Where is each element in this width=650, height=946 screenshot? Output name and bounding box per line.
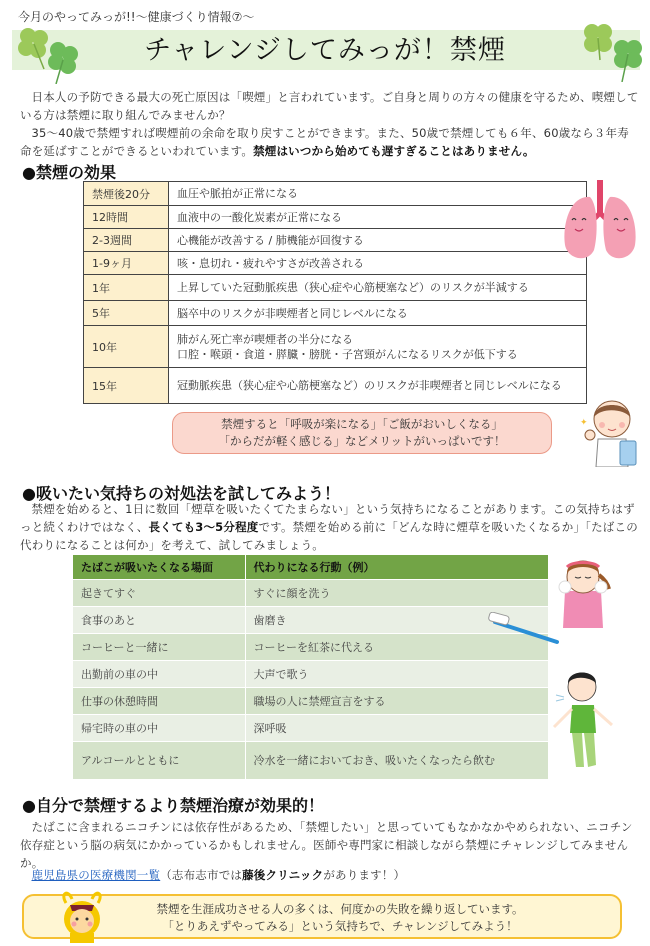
- scene-cell: 食事のあと: [73, 606, 245, 633]
- scene-cell: アルコールとともに: [73, 741, 245, 779]
- footer-line-2: 「とりあえずやってみる」という気持ちで、チャレンジしてみよう！: [162, 919, 518, 933]
- effect-description: 上昇していた冠動脈疾患（狭心症や心筋梗塞など）のリスクが半減する: [169, 275, 587, 301]
- bubble-line-1: 禁煙すると「呼吸が楽になる」「ご飯がおいしくなる」: [221, 417, 503, 431]
- coping-text-2: です。禁煙を始める前に「どんな時に煙草を吸いたくなるか」「たばこの代わりになることは何か」を考えて、試してみましょう。: [20, 520, 638, 552]
- boy-deep-breath-icon: [550, 665, 615, 770]
- bubble-line-2: 「からだが軽く感じる」などメリットがいっぱいです！: [218, 434, 506, 448]
- scene-cell: コーヒーと一緒に: [73, 633, 245, 660]
- effect-time: 12時間: [84, 206, 169, 229]
- effect-description: 脳卒中のリスクが非喫煙者と同じレベルになる: [169, 301, 587, 326]
- table-row: [84, 206, 587, 229]
- nurse-illustration-icon: [578, 395, 643, 467]
- treatment-heading: ●自分で禁煙するより禁煙治療が効果的！: [22, 796, 324, 815]
- clover-right-icon: [578, 20, 648, 82]
- effect-time: 2-3週間: [84, 229, 169, 252]
- coping-paragraph: [20, 500, 640, 554]
- table-row: [73, 633, 549, 660]
- action-cell: 冷水を一緒においておき、吸いたくなったら飲む: [245, 741, 549, 779]
- effects-heading: ●禁煙の効果: [22, 163, 116, 182]
- table-row: [73, 687, 549, 714]
- effect-description: [169, 326, 587, 368]
- clover-left-icon: [12, 24, 82, 84]
- table-row: [73, 579, 549, 606]
- effect-time: 禁煙後20分: [84, 182, 169, 206]
- page-title: チャレンジしてみっが！禁煙: [144, 35, 506, 66]
- action-cell: すぐに顔を洗う: [245, 579, 549, 606]
- column-header-scene: たばこが吸いたくなる場面: [73, 555, 245, 579]
- footer-message: [100, 901, 580, 935]
- effect-description: 心機能が改善する / 肺機能が回復する: [169, 229, 587, 252]
- action-cell: 歯磨き: [245, 606, 549, 633]
- merit-speech-bubble: [172, 412, 552, 454]
- intro-paragraph-2: [20, 124, 640, 160]
- clinic-name: 藤後クリニック: [242, 868, 324, 882]
- intro-paragraph-1: 日本人の予防できる最大の死亡原因は「喫煙」と言われています。ご自身と周りの方々の健康を守るため、喫煙している方は禁煙に取り組んでみませんか？: [20, 90, 639, 122]
- scene-cell: 出勤前の車の中: [73, 660, 245, 687]
- treatment-paragraph: たばこに含まれるニコチンには依存性があるため、「禁煙したい」と思っていてもなかなかやめられない、ニコチン依存症という脳の病気にかかっているかもしれません。医師や専門家に相談しながら禁煙にチャレンジしてみませんか。: [20, 820, 633, 870]
- action-cell: 深呼吸: [245, 714, 549, 741]
- note-prefix: （志布志市では: [160, 868, 243, 882]
- newsletter-subtitle: 今月のやってみっが!!～健康づくり情報⑦～: [18, 10, 255, 24]
- effect-time: 1-9ヶ月: [84, 252, 169, 275]
- effect-description: 血圧や脈拍が正常になる: [169, 182, 587, 206]
- table-row: [84, 368, 587, 404]
- note-suffix: があります！）: [323, 868, 406, 882]
- effect-time: 15年: [84, 368, 169, 404]
- effect-description: 冠動脈疾患（狭心症や心筋梗塞など）のリスクが非喫煙者と同じレベルになる: [169, 368, 587, 404]
- effect-description: 血液中の一酸化炭素が正常になる: [169, 206, 587, 229]
- table-row: [84, 326, 587, 368]
- coping-emphasis: 長くても3～5分程度: [148, 520, 259, 534]
- action-cell: コーヒーを紅茶に代える: [245, 633, 549, 660]
- scene-cell: 仕事の休憩時間: [73, 687, 245, 714]
- coping-table: [73, 555, 549, 779]
- action-cell: 職場の人に禁煙宣言をする: [245, 687, 549, 714]
- medical-institutions-link[interactable]: 鹿児島県の医療機関一覧: [31, 868, 161, 882]
- table-row: [84, 275, 587, 301]
- intro-emphasis: 禁煙はいつから始めても遅すぎることはありません。: [253, 144, 535, 158]
- table-row: [84, 182, 587, 206]
- mascot-character-icon: [58, 889, 106, 944]
- table-header-row: [73, 555, 549, 579]
- table-row: [84, 229, 587, 252]
- footer-line-1: 禁煙を生涯成功させる人の多くは、何度かの失敗を繰り返しています。: [156, 902, 524, 916]
- effect-line-2: 口腔・喉頭・食道・膵臓・膀胱・子宮頸がんになるリスクが低下する: [177, 347, 518, 361]
- effect-time: 1年: [84, 275, 169, 301]
- girl-washing-face-icon: [553, 553, 613, 628]
- intro-text: 35～40歳で禁煙すれば喫煙前の余命を取り戻すことができます。また、50歳で禁煙しても６年、60歳なら３年寿命を延ばすことができるといわれています。: [20, 126, 629, 158]
- action-cell: 大声で歌う: [245, 660, 549, 687]
- effect-time: 10年: [84, 326, 169, 368]
- coping-text-1: 禁煙を始めると、1日に数回「煙草を吸いたくてたまらない」という気持ちになることがあります。この気持ちはずっと続くわけではなく、: [20, 502, 635, 534]
- svg-text:✦: ✦: [580, 418, 588, 428]
- table-row: [84, 301, 587, 326]
- effect-line-1: 肺がん死亡率が喫煙者の半分になる: [177, 332, 353, 346]
- toothbrush-icon: [487, 612, 559, 646]
- lungs-illustration-icon: [560, 175, 640, 265]
- clinic-note: [20, 866, 640, 884]
- coping-heading: ●吸いたい気持ちの対処法を試してみよう！: [22, 484, 340, 503]
- effects-table: [83, 181, 587, 404]
- table-row: [73, 741, 549, 779]
- table-row: [73, 606, 549, 633]
- scene-cell: 帰宅時の車の中: [73, 714, 245, 741]
- table-row: [84, 252, 587, 275]
- scene-cell: 起きてすぐ: [73, 579, 245, 606]
- effect-description: 咳・息切れ・疲れやすさが改善される: [169, 252, 587, 275]
- column-header-action: 代わりになる行動（例）: [245, 555, 549, 579]
- table-row: [73, 660, 549, 687]
- effect-time: 5年: [84, 301, 169, 326]
- table-row: [73, 714, 549, 741]
